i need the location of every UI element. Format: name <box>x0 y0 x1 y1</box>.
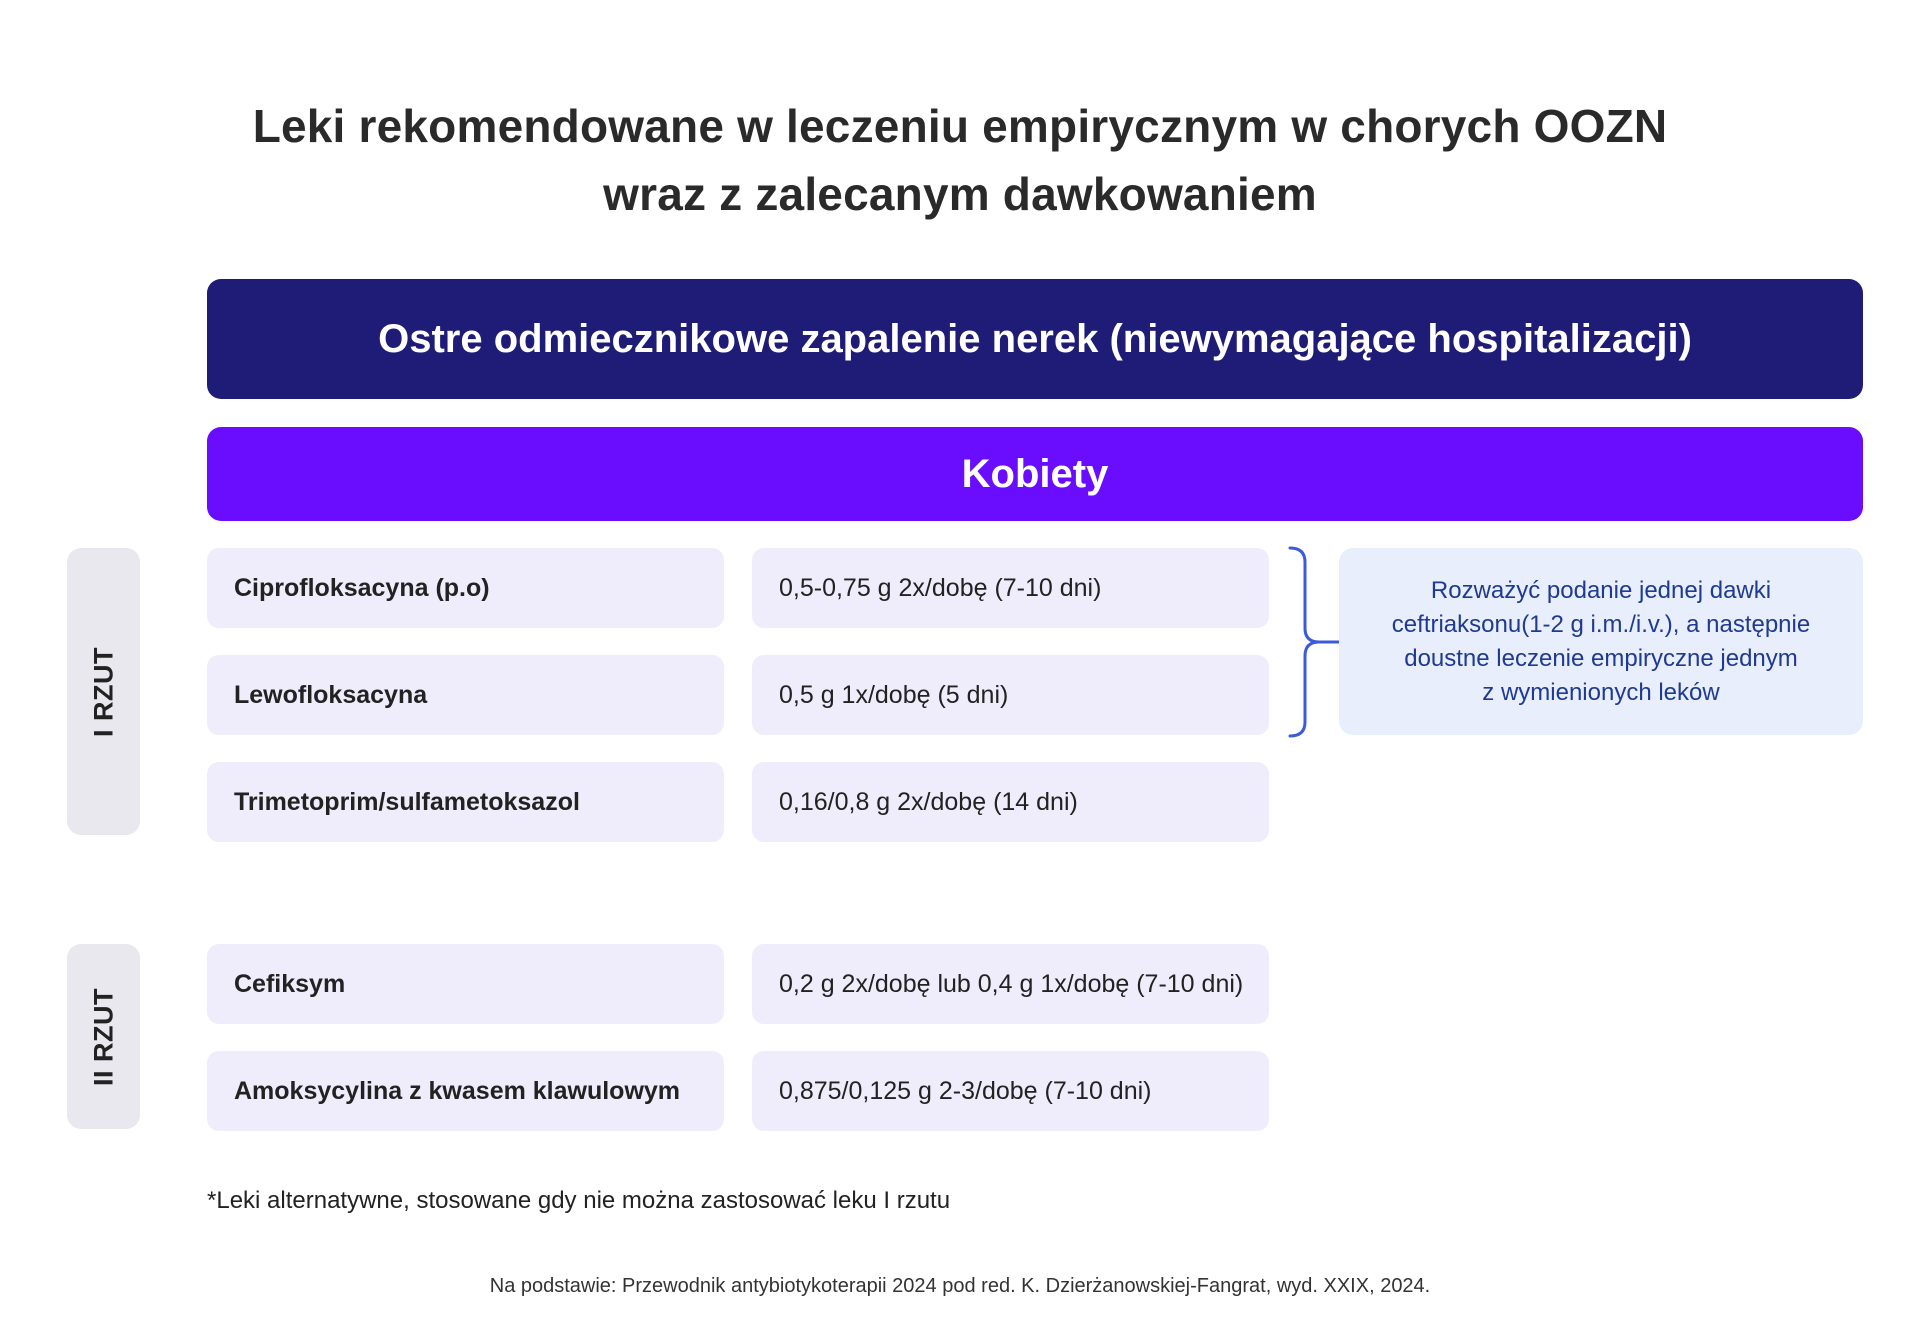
second-line-tab <box>67 944 140 1129</box>
page-title-line-1: Leki rekomendowane w leczeniu empirycznym w chorych OOZN <box>252 100 1668 152</box>
first-line-label: I RZUT <box>88 646 118 737</box>
drug-name-cell: Amoksycylina z kwasem klawulowym <box>207 1051 724 1131</box>
footnote: *Leki alternatywne, stosowane gdy nie można zastosować leku I rzutu <box>207 1187 951 1214</box>
page-title <box>0 92 1920 228</box>
dose-cell: 0,2 g 2x/dobę lub 0,4 g 1x/dobę (7-10 dni) <box>752 944 1269 1024</box>
note-line: Rozważyć podanie jednej dawki <box>1430 576 1772 604</box>
patient-group-label: Kobiety <box>961 451 1109 496</box>
source-citation: Na podstawie: Przewodnik antybiotykoterapii 2024 pod red. K. Dzierżanowskiej-Fangrat, wyd. XXIX, 2024. <box>489 1275 1431 1297</box>
dose-cell: 0,875/0,125 g 2-3/dobę (7-10 dni) <box>752 1051 1269 1131</box>
condition-banner <box>207 279 1863 399</box>
note-line: doustne leczenie empiryczne jednym <box>1404 644 1798 672</box>
second-line-label: II RZUT <box>88 987 118 1086</box>
page-title-line-2: wraz z zalecanym dawkowaniem <box>603 168 1317 220</box>
drug-name-cell: Trimetoprim/sulfametoksazol <box>207 762 724 842</box>
dose-cell: 0,16/0,8 g 2x/dobę (14 dni) <box>752 762 1269 842</box>
drug-name-cell: Cefiksym <box>207 944 724 1024</box>
dose-cell: 0,5 g 1x/dobę (5 dni) <box>752 655 1269 735</box>
drug-name-cell: Lewofloksacyna <box>207 655 724 735</box>
condition-banner-label: Ostre odmiecznikowe zapalenie nerek (niewymagające hospitalizacji) <box>378 316 1692 361</box>
bracket-connector <box>1285 546 1345 738</box>
note-line: z wymienionych leków <box>1482 678 1720 706</box>
dose-cell: 0,5-0,75 g 2x/dobę (7-10 dni) <box>752 548 1269 628</box>
note-line: ceftriaksonu(1-2 g i.m./i.v.), a następnie <box>1391 610 1811 638</box>
drug-name-cell: Ciprofloksacyna (p.o) <box>207 548 724 628</box>
patient-group-banner <box>207 427 1863 521</box>
first-line-tab <box>67 548 140 835</box>
recommendation-note <box>1339 548 1863 735</box>
